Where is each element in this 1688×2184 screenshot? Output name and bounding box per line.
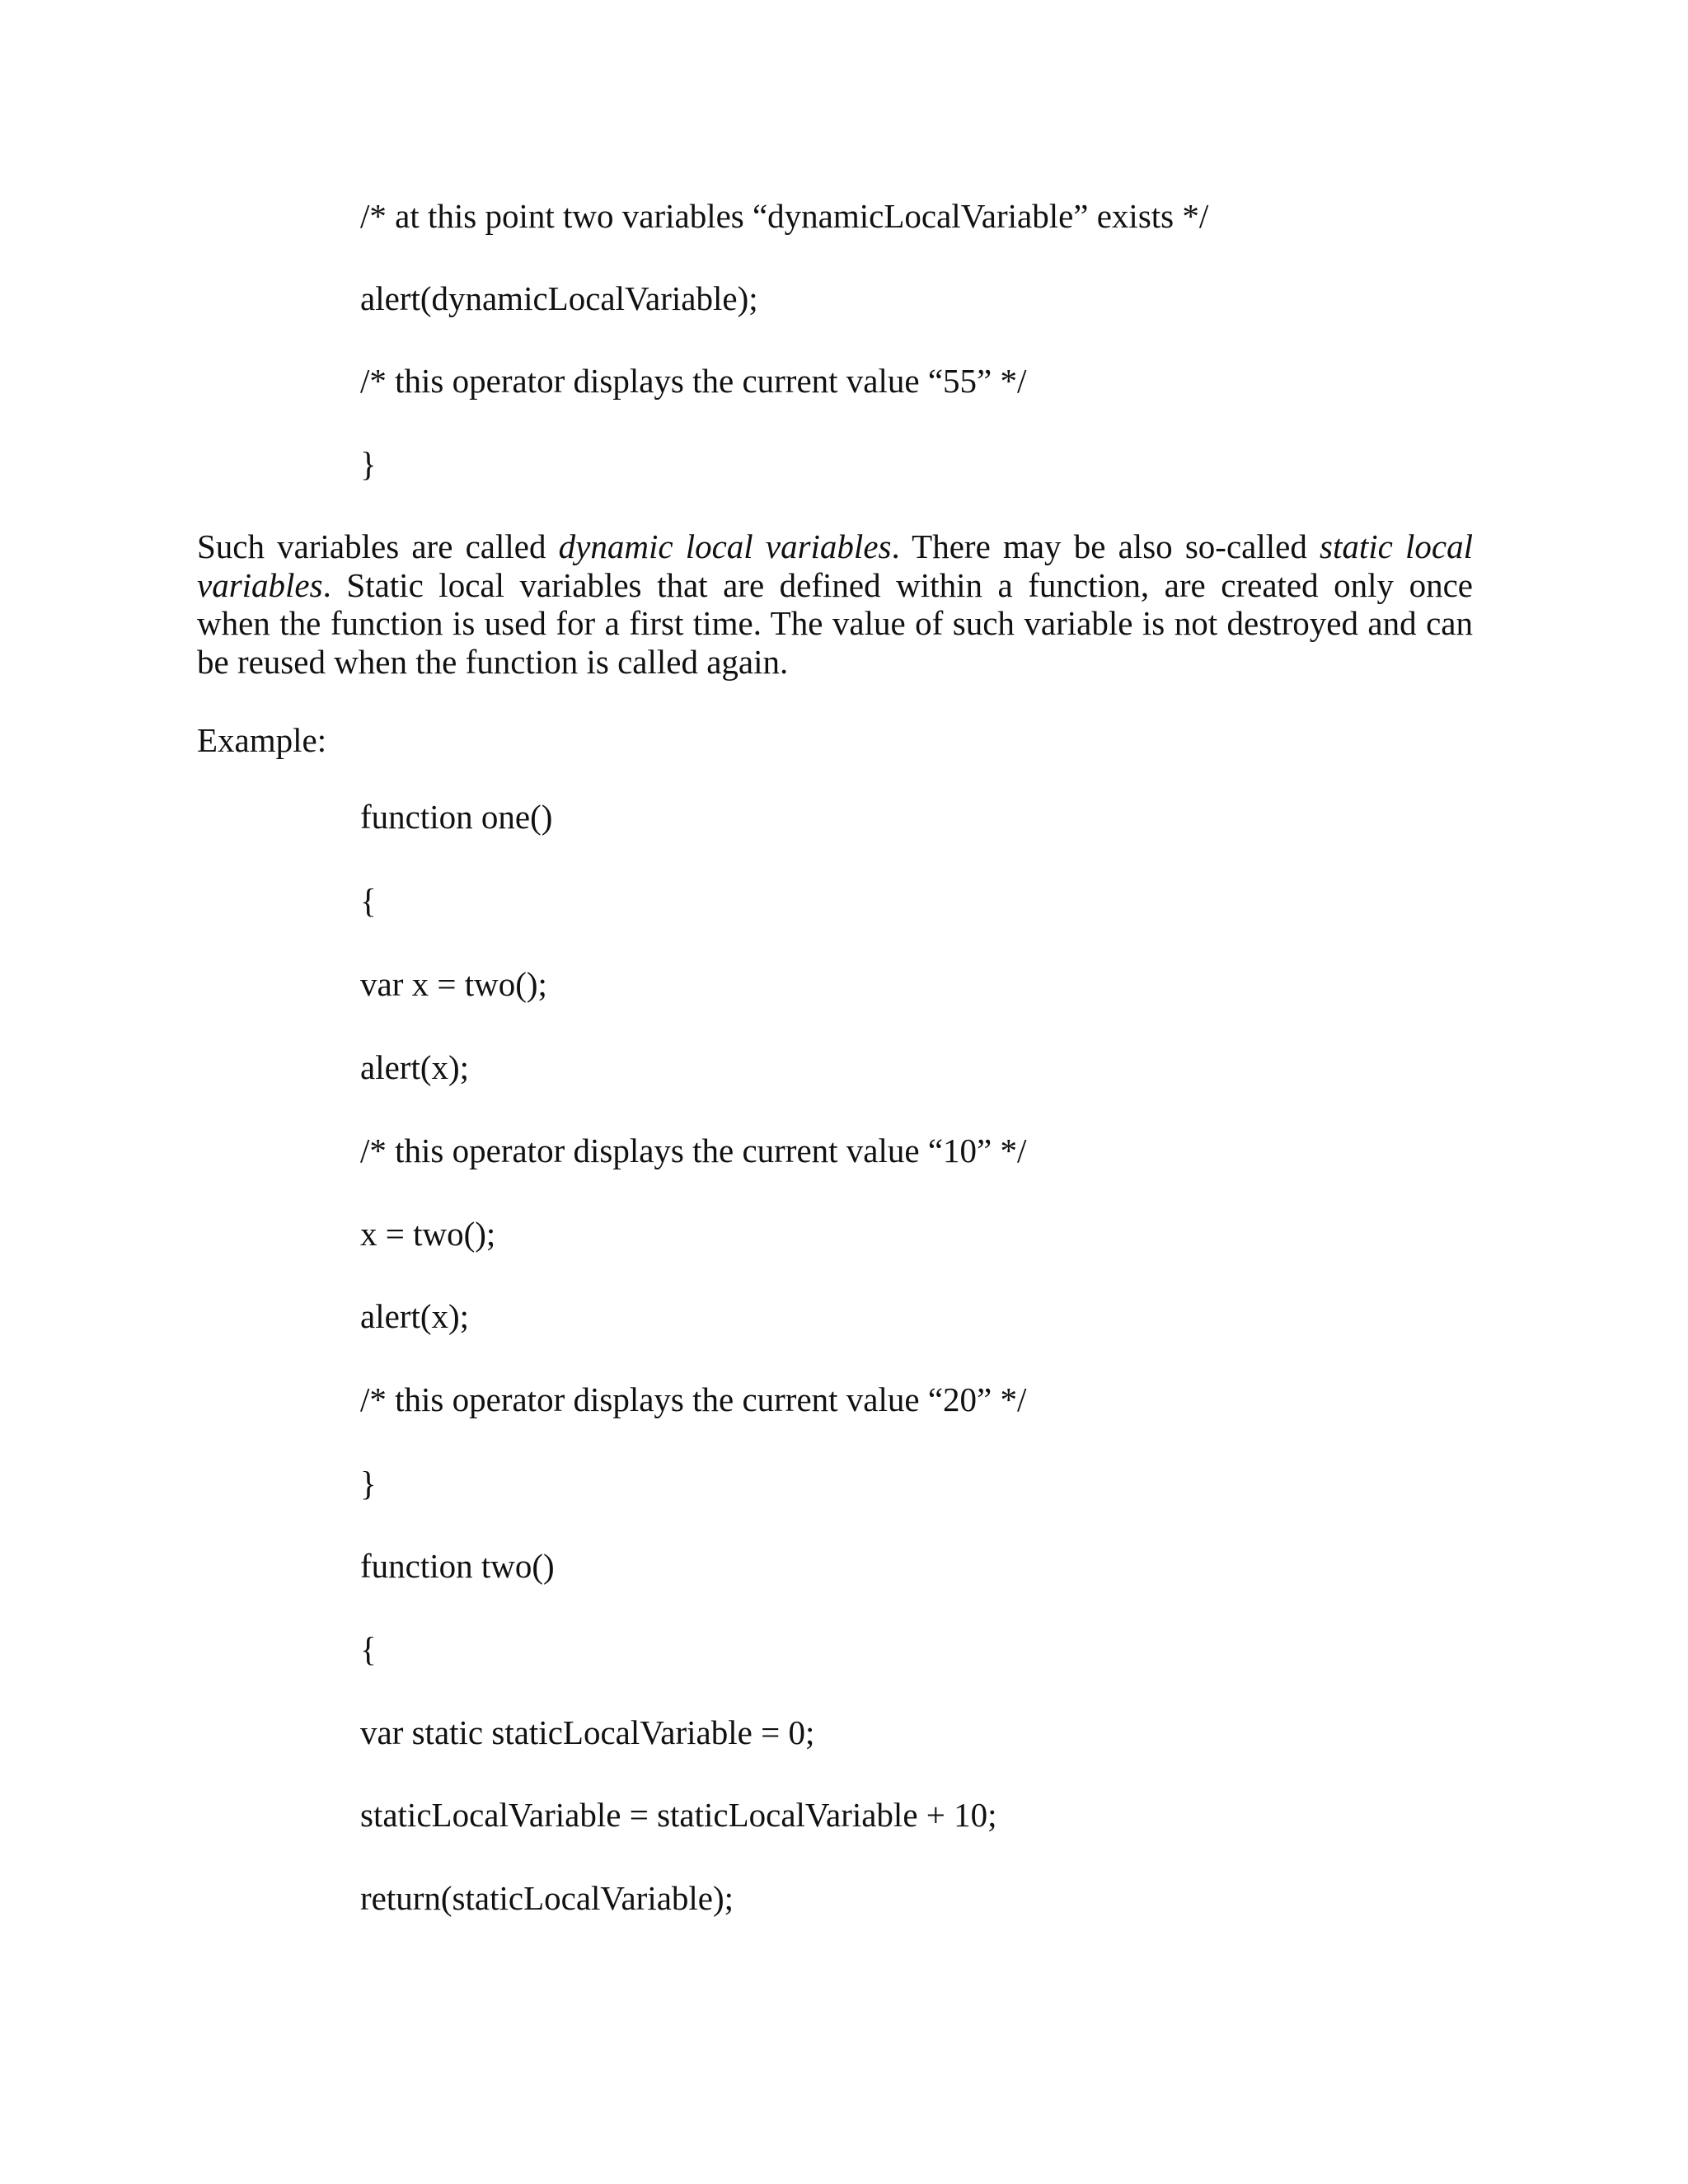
code-line: return(staticLocalVariable); — [360, 1879, 734, 1917]
code-comment: /* this operator displays the current value “20” */ — [360, 1380, 1027, 1418]
code-function-declaration: function two() — [360, 1547, 555, 1585]
paragraph-emphasis: variables — [197, 565, 323, 604]
code-opening-brace: { — [360, 882, 377, 920]
code-line: staticLocalVariable = staticLocalVariable + 10; — [360, 1796, 997, 1834]
paragraph-text: . There may be also so-called — [891, 527, 1320, 565]
code-line: alert(x); — [360, 1048, 470, 1086]
paragraph-text: . Static local variables that are defined within a function, are created only once — [322, 565, 1473, 604]
paragraph-text: Such variables are called — [197, 527, 559, 565]
code-closing-brace: } — [360, 1465, 377, 1502]
code-line: alert(dynamicLocalVariable); — [360, 279, 758, 317]
paragraph-line: when the function is used for a first time. The value of such variable is not destroyed and can — [197, 604, 1473, 642]
body-paragraph — [197, 527, 1473, 681]
code-function-declaration: function one() — [360, 798, 553, 836]
paragraph-emphasis: dynamic local variables — [558, 527, 892, 565]
paragraph-line — [197, 527, 1473, 566]
code-opening-brace: { — [360, 1630, 377, 1668]
code-line: alert(x); — [360, 1297, 470, 1335]
paragraph-line — [197, 566, 1473, 605]
code-line: x = two(); — [360, 1215, 496, 1253]
code-comment: /* this operator displays the current value “55” */ — [360, 362, 1027, 400]
code-comment: /* this operator displays the current value “10” */ — [360, 1132, 1027, 1169]
code-line: var x = two(); — [360, 965, 547, 1003]
code-comment: /* at this point two variables “dynamicLocalVariable” exists */ — [360, 197, 1209, 235]
paragraph-emphasis: static local — [1320, 527, 1473, 565]
example-label: Example: — [197, 721, 327, 759]
paragraph-line: be reused when the function is called again. — [197, 642, 789, 681]
code-closing-brace: } — [360, 445, 377, 483]
code-line: var static staticLocalVariable = 0; — [360, 1713, 815, 1751]
